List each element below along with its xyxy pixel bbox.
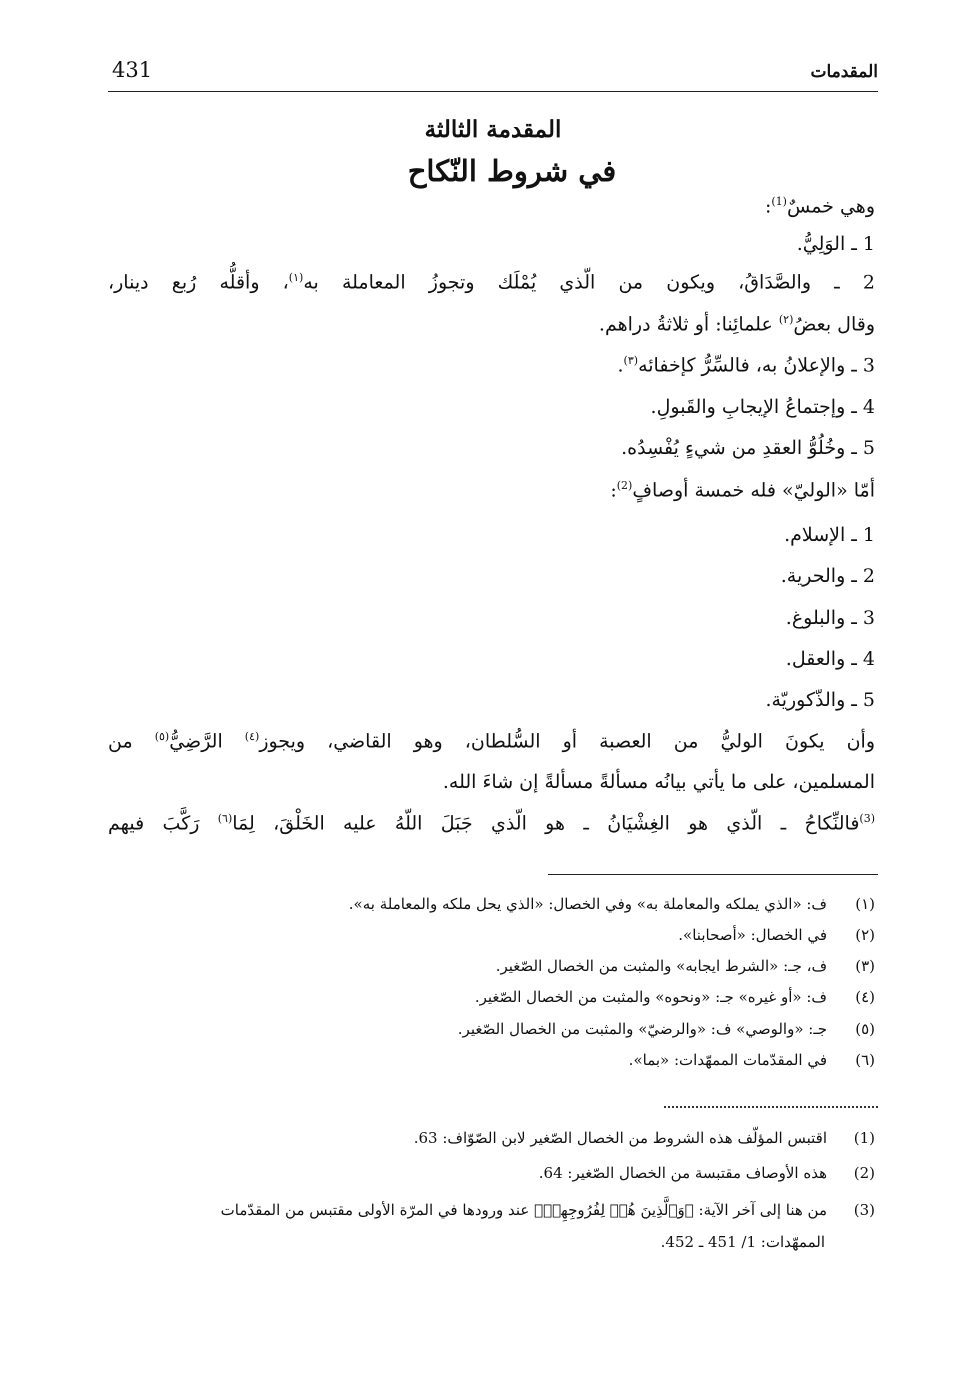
footnote-number: (1)	[853, 1129, 875, 1147]
footnote-b-3-continuation: الممهّدات: 1/ 451 ـ 452.	[660, 1233, 825, 1251]
footnote-ref: (٢)	[778, 313, 794, 326]
footnote-rule	[548, 874, 878, 875]
footnote-text: جـ: «والوصي» ف: «والرضيّ» والمثبت من الخصال الصّغير.	[457, 1020, 827, 1038]
footnote-number: (٥)	[855, 1020, 875, 1038]
footnote-text: ف: «الذي يملكه والمعاملة به» وفي الخصال: «الذي يحل ملكه والمعاملة به».	[348, 895, 827, 913]
wali-intro-colon: :	[610, 479, 617, 502]
wasf-1: 1 ـ الإسلام.	[784, 524, 875, 546]
running-title: المقدمات	[810, 62, 878, 82]
wasf-3: 3 ـ والبلوغ.	[785, 607, 875, 629]
paragraph-1-mid: الرَّضِيُّ	[169, 730, 245, 753]
footnote-number: (١)	[855, 895, 875, 913]
condition-3	[618, 354, 876, 376]
wasf-4: 4 ـ والعقل.	[785, 648, 875, 670]
footnote-ref: (٥)	[154, 730, 170, 743]
page-number: 431	[112, 58, 153, 82]
footnote-ref: (٣)	[623, 354, 639, 367]
footnote-number: (٦)	[855, 1051, 875, 1069]
footnote-text: في الخصال: «أصحابنا».	[678, 926, 827, 944]
paragraph-1-line-1	[108, 730, 875, 752]
paragraph-1-line-2: المسلمين، على ما يأتي بيانُه مسألةً مسألةً إن شاءَ الله.	[442, 771, 875, 793]
wali-intro	[610, 479, 875, 501]
footnote-a-3	[496, 957, 875, 975]
condition-2-line-1	[108, 271, 875, 293]
footnote-text: ف: «أو غيره» جـ: «ونحوه» والمثبت من الخصال الصّغير.	[474, 988, 827, 1006]
chapter-title: المقدمة الثالثة	[424, 116, 562, 143]
footnote-number: (٤)	[855, 988, 875, 1006]
footnote-number: (2)	[853, 1164, 875, 1182]
footnote-dotted-rule	[664, 1106, 878, 1108]
footnote-a-4	[475, 988, 875, 1006]
wasf-2: 2 ـ والحرية.	[780, 565, 875, 587]
header-rule	[108, 91, 878, 92]
paragraph-1-text: وأن يكونَ الوليُّ من العصبة أو السُّلطان، وهو القاضي، ويجوز	[259, 730, 876, 753]
running-header	[108, 56, 878, 90]
footnote-ref: (2)	[616, 479, 633, 492]
paragraph-2-end: رَكَّبَ فيهم	[108, 812, 218, 835]
wasf-5: 5 ـ والذّكوريّة.	[765, 689, 875, 711]
footnote-ref: (1)	[771, 195, 787, 208]
wali-intro-text: أمّا «الوليّ» فله خمسة أوصافٍ	[632, 479, 875, 502]
footnote-text: من هنا إلى آخر الآية: ﴿وَٱلَّذِينَ هُمۡ لِفُرُوجِهِمۡ﴾ عند ورودها في المرّة الأولى مقتبس من المقدّمات	[220, 1201, 827, 1219]
paragraph-2-text: فالنِّكاحُ ـ الّذي هو الغِشْيَانُ ـ هو الّذي جَبَلَ اللّهُ عليه الخَلْقَ، لِمَا	[232, 812, 860, 835]
footnote-ref: (3)	[859, 812, 875, 825]
chapter-subtitle: في شروط النّكاح	[407, 154, 617, 188]
footnote-a-2	[678, 926, 875, 944]
footnote-ref: (٤)	[244, 730, 260, 743]
intro-colon: :	[764, 195, 772, 218]
condition-1: 1 ـ الوَلِيُّ.	[796, 233, 875, 255]
footnote-number: (٢)	[855, 926, 875, 944]
condition-2-text-end: ، وأقلُّه رُبع دينار،	[108, 271, 289, 294]
footnote-a-1	[349, 895, 875, 913]
condition-4: 4 ـ وإجتماعُ الإيجابِ والقَبولِ.	[650, 396, 875, 418]
intro-line	[765, 195, 875, 217]
intro-text: وهي خمسٌ	[786, 195, 875, 218]
condition-2-cont-end: علمائِنا: أو ثلاثةُ دراهم.	[598, 313, 779, 336]
condition-3-end: .	[617, 354, 624, 377]
footnote-a-6	[629, 1051, 875, 1069]
footnote-text: ف، جـ: «الشرط ايجابه» والمثبت من الخصال الصّغير.	[495, 957, 827, 975]
footnote-ref: (٦)	[217, 812, 233, 825]
condition-5: 5 ـ وخُلُوُّ العقدِ من شيءٍ يُفْسِدُه.	[621, 437, 875, 459]
condition-2-line-2	[599, 313, 875, 335]
footnote-a-5	[458, 1020, 875, 1038]
footnote-b-1	[414, 1129, 875, 1147]
condition-2-text: 2 ـ والصَّدَاقُ، ويكون من الّذي يُمْلَك وتجوزُ المعاملة به	[303, 271, 875, 294]
footnote-text: اقتبس المؤلّف هذه الشروط من الخصال الصّغير لابن الصّوّاف: 63.	[413, 1129, 827, 1147]
footnote-text: هذه الأوصاف مقتبسة من الخصال الصّغير: 64.	[538, 1164, 827, 1182]
paragraph-2-line-1	[108, 812, 875, 834]
footnote-number: (٣)	[855, 957, 875, 975]
footnote-b-2	[539, 1164, 875, 1182]
footnote-b-3	[221, 1201, 875, 1219]
footnote-text: في المقدّمات الممهّدات: «بما».	[628, 1051, 827, 1069]
footnote-number: (3)	[853, 1201, 875, 1219]
condition-2-cont: وقال بعضُ	[793, 313, 875, 336]
footnote-ref: (١)	[288, 271, 304, 284]
paragraph-1-end: من	[108, 730, 155, 753]
condition-3-text: 3 ـ والإعلانُ به، فالسِّرُّ كإخفائه	[638, 354, 875, 377]
